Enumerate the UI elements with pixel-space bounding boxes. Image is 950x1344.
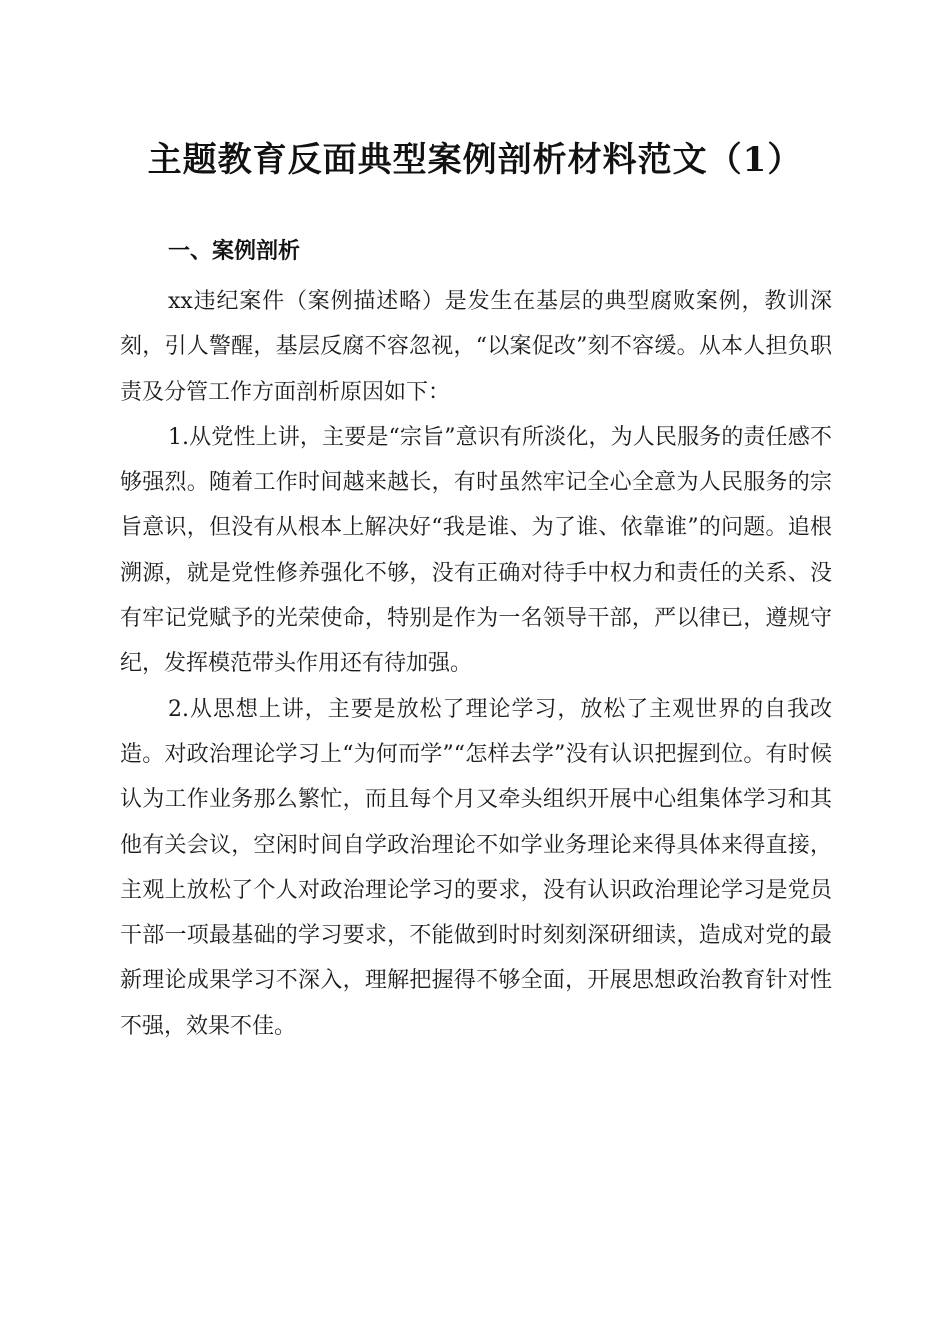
- paragraph-intro: xx违纪案件（案例描述略）是发生在基层的典型腐败案例，教训深刻，引人警醒，基层反腐不容忽视，“以案促改”刻不容缓。从本人担负职责及分管工作方面剖析原因如下：: [120, 289, 832, 405]
- paragraph-ideology: 2.从思想上讲，主要是放松了理论学习，放松了主观世界的自我改造。对政治理论学习上“为何而学”“怎样去学”没有认识把握到位。有时候认为工作业务那么繁忙，而且每个月又牵头组织开展中心组集体学习和其他有关会议，空闲时间自学政治理论不如学业务理论来得具体来得直接，主观上放松了个人对政治理论学习的要求，没有认识政治理论学习是党员干部一项最基础的学习要求，不能做到时时刻刻深研细读，造成对党的最新理论成果学习不深入，理解把握得不够全面，开展思想政治教育针对性不强，效果不佳。: [120, 696, 832, 1039]
- document-body: [120, 279, 832, 1049]
- section-heading: 一、案例剖析: [168, 239, 301, 264]
- paragraph-party-spirit: 1.从党性上讲，主要是“宗旨”意识有所淡化，为人民服务的责任感不够强烈。随着工作时间越来越长，有时虽然牢记全心全意为人民服务的宗旨意识，但没有从根本上解决好“我是谁、为了谁、依靠谁”的问题。追根溯源，就是党性修养强化不够，没有正确对待手中权力和责任的关系、没有牢记党赋予的光荣使命，特别是作为一名领导干部，严以律已，遵规守纪，发挥模范带头作用还有待加强。: [120, 424, 832, 677]
- document-title: 主题教育反面典型案例剖析材料范文（1）: [147, 140, 803, 180]
